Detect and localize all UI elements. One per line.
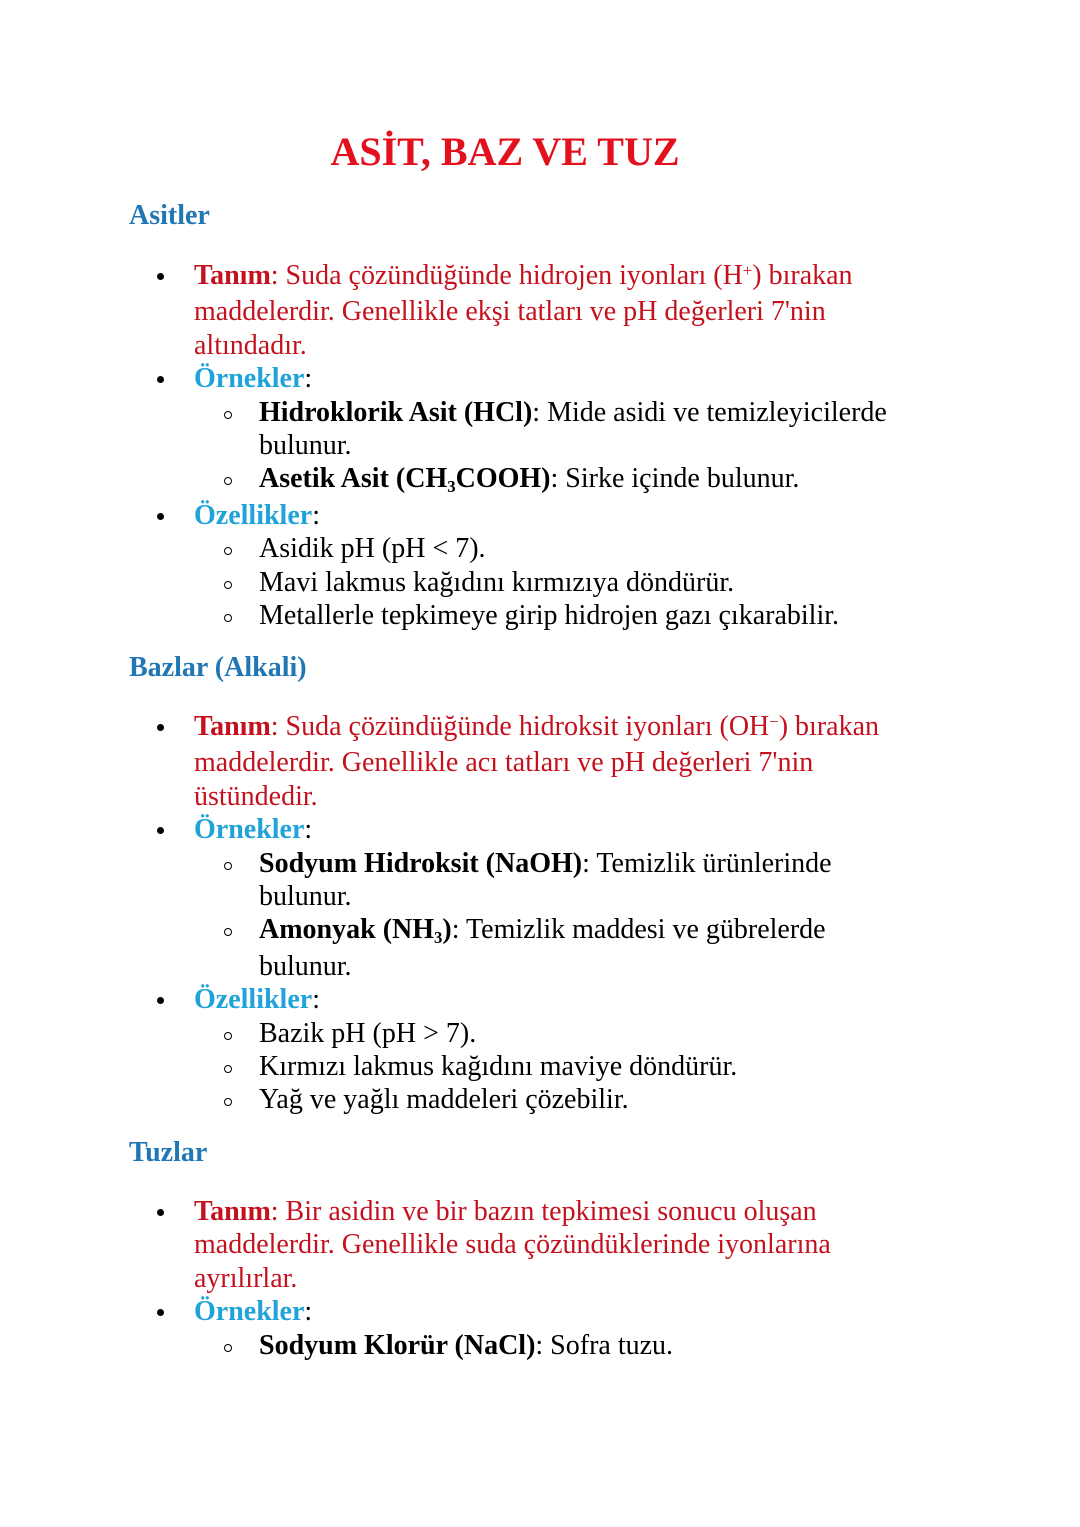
property-item: Yağ ve yağlı maddeleri çözebilir. — [194, 1083, 1000, 1116]
section-heading-asitler: Asitler — [129, 200, 210, 231]
example-item — [194, 462, 959, 498]
example-desc: : Sirke içinde bulunur. — [550, 463, 800, 495]
example-name: Sodyum Klorür (NaCl) — [259, 1329, 536, 1361]
property-item: Kırmızı lakmus kağıdını maviye döndürür. — [194, 1050, 1000, 1083]
ozellikler-label: Özellikler — [194, 984, 313, 1016]
section-list-asitler — [0, 259, 1000, 632]
example-desc: : Temizlik ürünlerinde bulunur. — [259, 847, 832, 913]
list-item-tanim — [0, 1195, 884, 1295]
list-item-tanim — [0, 259, 894, 362]
section-list-tuzlar — [0, 1195, 1000, 1362]
examples-list — [194, 847, 1000, 984]
example-name: Asetik Asit $(CH_3COOH)$ — [259, 463, 551, 496]
examples-list — [194, 396, 1000, 499]
list-item-ornekler: Örnekler: Sodyum Hidroksit (NaOH): Temizlik ürünlerinde bulunur. Amonyak $(NH_3)$: Temizlik maddesi ve gübrelerde bulunur. — [0, 813, 1000, 983]
properties-list — [194, 1017, 1000, 1117]
tanim-label: Tanım — [194, 260, 271, 291]
ozellikler-label: Özellikler — [194, 499, 313, 531]
list-item-ozellikler: Özellikler: Asidik pH (pH < 7). Mavi lakmus kağıdını kırmızıya döndürür. Metallerle tepkimeye girip hidrojen gazı çıkarabilir. — [0, 499, 1000, 633]
section-heading-bazlar: Bazlar (Alkali) — [129, 652, 307, 683]
tanim-label: Tanım — [194, 711, 271, 742]
section-list-bazlar — [0, 710, 1000, 1117]
example-desc: : Temizlik maddesi ve gübrelerde bulunur. — [259, 914, 826, 982]
tanim-text: : Suda çözündüğünde hidrojen iyonları (H — [270, 260, 743, 291]
list-item-ozellikler: Özellikler: Bazik pH (pH > 7). Kırmızı lakmus kağıdını maviye döndürür. Yağ ve yağlı maddeleri çözebilir. — [0, 983, 1000, 1117]
example-item — [194, 1329, 1000, 1362]
tanim-superscript: − — [769, 712, 779, 732]
property-item: Metallerle tepkimeye girip hidrojen gazı çıkarabilir. — [194, 599, 1000, 632]
example-item — [194, 396, 919, 463]
example-name: Amonyak $(NH_3)$ — [259, 914, 452, 947]
example-item — [194, 913, 879, 983]
property-item: Bazik pH (pH > 7). — [194, 1017, 1000, 1050]
example-desc: : Sofra tuzu. — [535, 1329, 674, 1361]
ornekler-label: Örnekler — [194, 1296, 305, 1328]
property-item: Mavi lakmus kağıdını kırmızıya döndürür. — [194, 566, 1000, 599]
example-item — [194, 847, 879, 914]
tanim-text-end: ) bırakan maddelerdir. Genellikle ekşi tatları ve pH değerleri 7'nin altındadır. — [194, 260, 853, 361]
example-name: Hidroklorik Asit (HCl) — [259, 396, 533, 428]
ornekler-label: Örnekler — [194, 363, 305, 395]
section-heading-tuzlar: Tuzlar — [129, 1137, 208, 1168]
tanim-label: Tanım — [194, 1196, 271, 1227]
example-name: Sodyum Hidroksit (NaOH) — [259, 847, 583, 879]
tanim-text-end: ) bırakan maddelerdir. Genellikle acı tatları ve pH değerleri 7'nin üstündedir. — [194, 711, 880, 812]
list-item-ornekler: Örnekler: Hidroklorik Asit (HCl): Mide asidi ve temizleyicilerde bulunur. Asetik Asit $(CH_3COOH)$: Sirke içinde bulunur. — [0, 362, 1000, 499]
properties-list — [194, 532, 1000, 632]
tanim-superscript: + — [742, 261, 753, 281]
example-desc: : Mide asidi ve temizleyicilerde bulunur. — [259, 396, 887, 462]
examples-list — [194, 1329, 1000, 1362]
list-item-tanim — [0, 710, 919, 813]
ornekler-label: Örnekler — [194, 814, 305, 846]
property-item: Asidik pH (pH < 7). — [194, 532, 1000, 565]
tanim-text: : Bir asidin ve bir bazın tepkimesi sonucu oluşan maddelerdir. Genellikle suda çözündüklerinde iyonlarına ayrılırlar. — [194, 1196, 831, 1294]
tanim-text: : Suda çözündüğünde hidroksit iyonları (OH — [270, 711, 770, 742]
list-item-ornekler: Örnekler: Sodyum Klorür (NaCl): Sofra tuzu. — [0, 1295, 1000, 1362]
document-title: ASİT, BAZ VE TUZ — [330, 129, 680, 174]
